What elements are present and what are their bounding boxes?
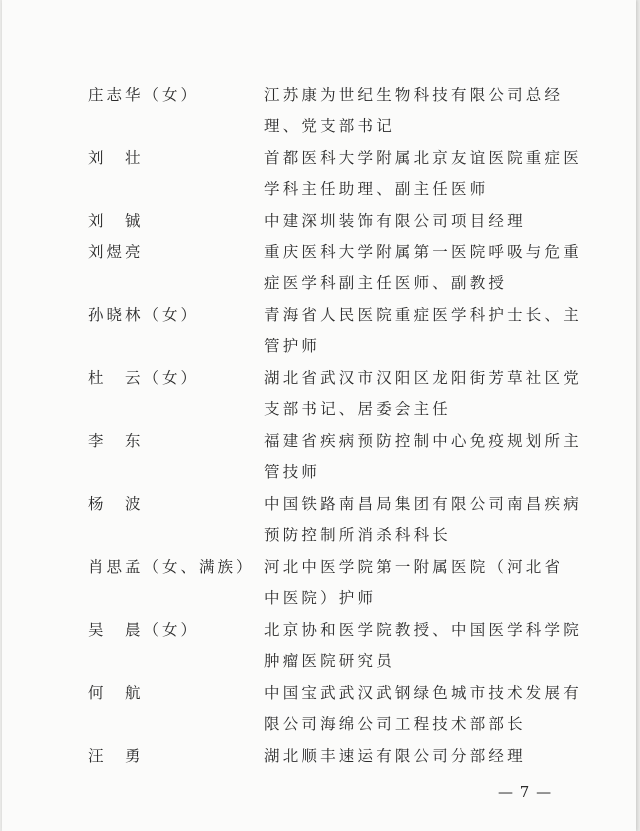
person-title: 湖北省武汉市汉阳区龙阳街芳草社区党 支部书记、居委会主任 <box>264 369 582 418</box>
person-title: 中国宝武武汉武钢绿色城市技术发展有 限公司海绵公司工程技术部部长 <box>264 684 582 733</box>
person-title: 首都医科大学附属北京友谊医院重症医 学科主任助理、副主任医师 <box>264 149 582 198</box>
person-title: 江苏康为世纪生物科技有限公司总经 理、党支部书记 <box>264 86 564 135</box>
person-title: 中建深圳装饰有限公司项目经理 <box>264 212 526 230</box>
person-name: 刘 壮 <box>88 149 144 167</box>
person-name: 杨 波 <box>88 495 144 513</box>
document-page <box>2 0 636 831</box>
person-name: 刘煜亮 <box>88 243 144 261</box>
person-name: 孙晓林（女） <box>88 306 200 324</box>
person-name: 肖思孟（女、满族） <box>88 558 255 576</box>
person-title: 中国铁路南昌局集团有限公司南昌疾病 预防控制所消杀科科长 <box>264 495 582 544</box>
person-name: 杜 云（女） <box>88 369 200 387</box>
page-number: — 7 — <box>498 783 553 801</box>
person-name: 吴 晨（女） <box>88 621 200 639</box>
person-title: 河北中医学院第一附属医院（河北省 中医院）护师 <box>264 558 564 607</box>
person-name: 汪 勇 <box>88 747 144 765</box>
person-name: 李 东 <box>88 432 144 450</box>
person-title: 重庆医科大学附属第一医院呼吸与危重 症医学科副主任医师、副教授 <box>264 243 582 292</box>
person-name: 刘 铖 <box>88 212 144 230</box>
person-name: 庄志华（女） <box>88 86 200 104</box>
person-name: 何 航 <box>88 684 144 702</box>
person-title: 北京协和医学院教授、中国医学科学院 肿瘤医院研究员 <box>264 621 582 670</box>
person-title: 福建省疾病预防控制中心免疫规划所主 管技师 <box>264 432 582 481</box>
person-title: 湖北顺丰速运有限公司分部经理 <box>264 747 526 765</box>
person-title: 青海省人民医院重症医学科护士长、主 管护师 <box>264 306 582 355</box>
